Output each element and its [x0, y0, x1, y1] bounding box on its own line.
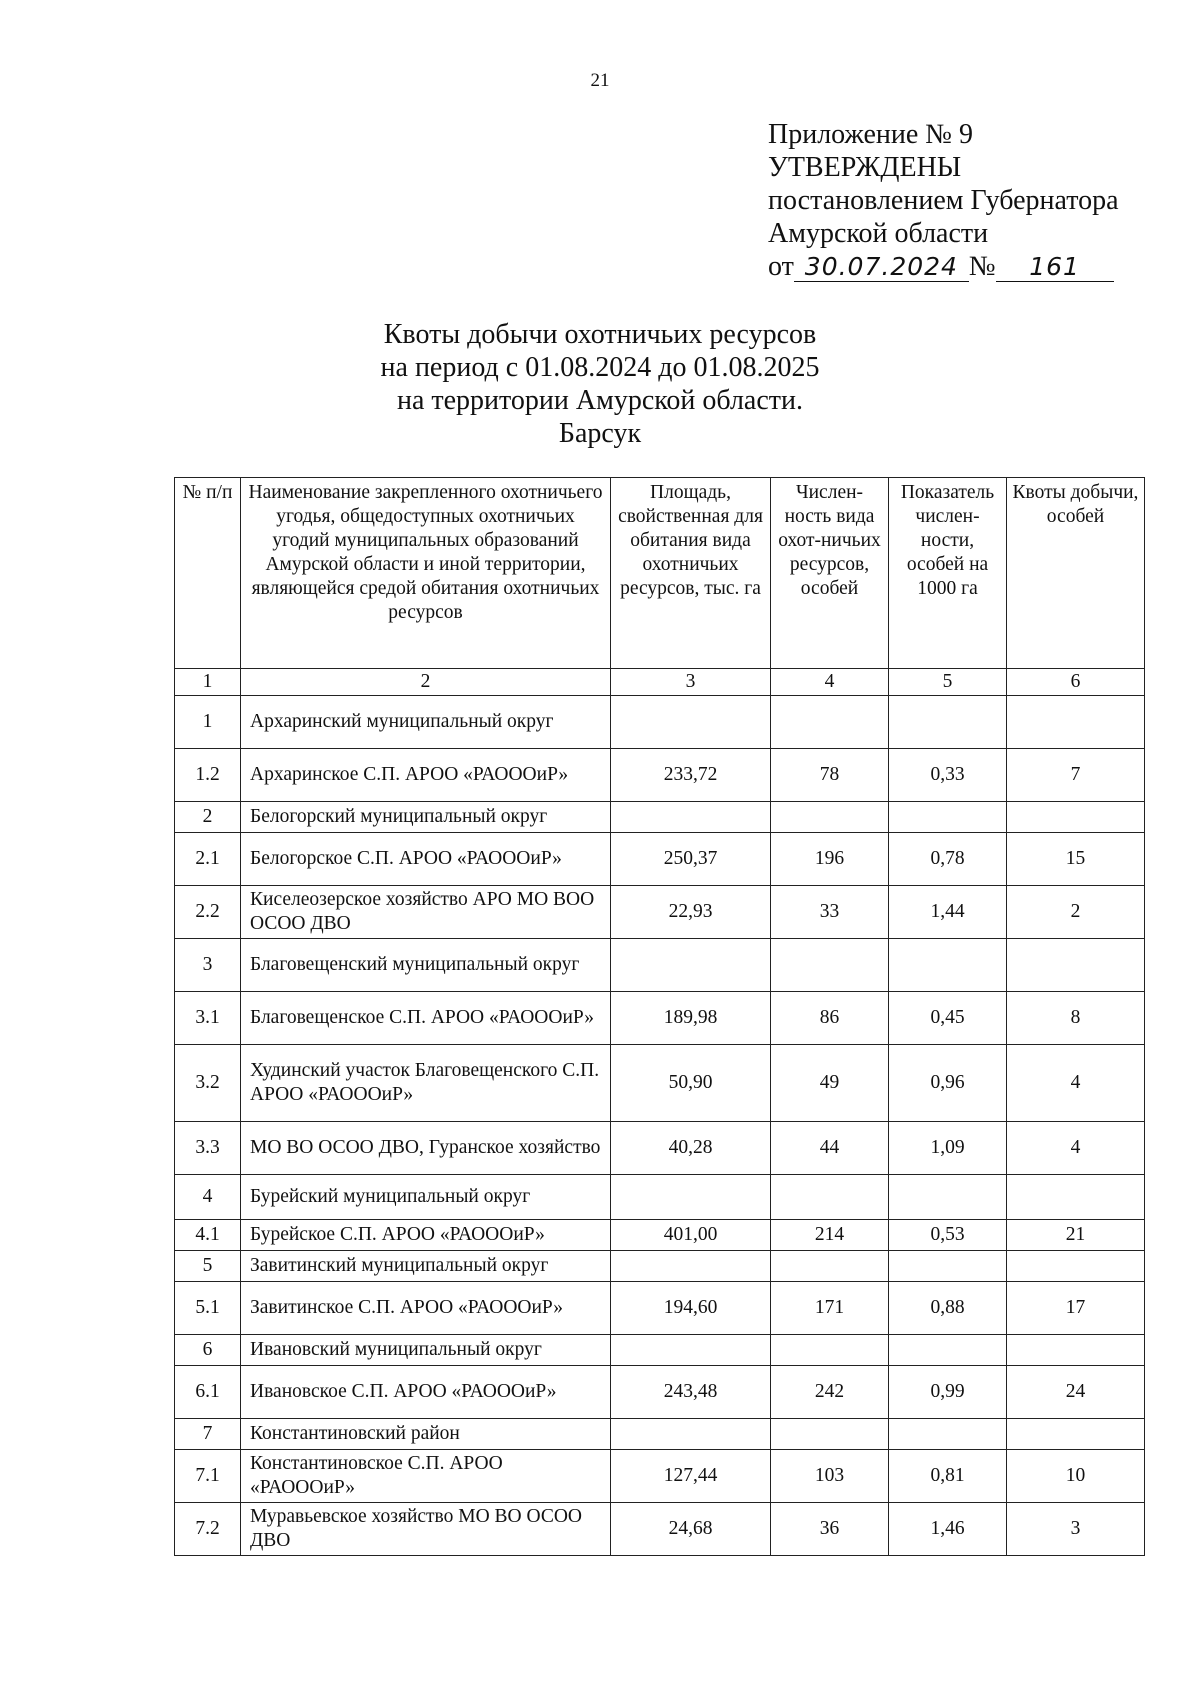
header-cell: Показатель числен-ности, особей на 1000 га: [889, 478, 1007, 669]
density: 0,96: [889, 1045, 1007, 1122]
table-header-row: [175, 478, 1145, 669]
area-name: Завитинский муниципальный округ: [241, 1251, 611, 1282]
area-size: 243,48: [611, 1366, 771, 1419]
document-title: [0, 318, 1200, 450]
population: 196: [771, 833, 889, 886]
column-number: 3: [611, 669, 771, 696]
quota: 21: [1007, 1220, 1145, 1251]
area-size: 250,37: [611, 833, 771, 886]
row-number: 2.1: [175, 833, 241, 886]
population: [771, 1419, 889, 1450]
density: [889, 802, 1007, 833]
area-size: 40,28: [611, 1122, 771, 1175]
area-size: [611, 696, 771, 749]
quota: 17: [1007, 1282, 1145, 1335]
density: 0,88: [889, 1282, 1007, 1335]
row-number: 7.2: [175, 1503, 241, 1556]
row-number: 1.2: [175, 749, 241, 802]
population: 171: [771, 1282, 889, 1335]
area-size: [611, 1419, 771, 1450]
region-label: Амурской области: [768, 218, 989, 249]
quota: [1007, 1251, 1145, 1282]
handwritten-number: 161: [996, 253, 1114, 282]
from-label: от: [768, 251, 794, 282]
row-number: 2.2: [175, 886, 241, 939]
area-name: Завитинское С.П. АРОО «РАОООиР»: [241, 1282, 611, 1335]
area-name: Ивановское С.П. АРОО «РАОООиР»: [241, 1366, 611, 1419]
area-name: Белогорский муниципальный округ: [241, 802, 611, 833]
population: 103: [771, 1450, 889, 1503]
area-name: Ивановский муниципальный округ: [241, 1335, 611, 1366]
row-number: 1: [175, 696, 241, 749]
decree-date-line: [768, 250, 1119, 283]
density: 0,45: [889, 992, 1007, 1045]
quota: [1007, 1419, 1145, 1450]
row-number: 6: [175, 1335, 241, 1366]
table-row: [175, 1450, 1145, 1503]
area-size: 189,98: [611, 992, 771, 1045]
area-size: 127,44: [611, 1450, 771, 1503]
quota: 2: [1007, 886, 1145, 939]
appendix-label: Приложение № 9: [768, 119, 973, 150]
approval-block: [768, 118, 1119, 283]
title-line-2: на период с 01.08.2024 до 01.08.2025: [380, 352, 820, 383]
quota: [1007, 1175, 1145, 1220]
title-line-3: на территории Амурской области.: [396, 385, 804, 416]
table-row: [175, 696, 1145, 749]
title-line-1: Квоты добычи охотничьих ресурсов: [383, 319, 817, 350]
density: 0,33: [889, 749, 1007, 802]
row-number: 7.1: [175, 1450, 241, 1503]
quota: 4: [1007, 1122, 1145, 1175]
header-cell: № п/п: [175, 478, 241, 669]
table-row: [175, 1220, 1145, 1251]
quota: 7: [1007, 749, 1145, 802]
population: 242: [771, 1366, 889, 1419]
quota-table: [174, 477, 1145, 1556]
area-name: Благовещенский муниципальный округ: [241, 939, 611, 992]
quota: 4: [1007, 1045, 1145, 1122]
column-number-row: [175, 669, 1145, 696]
table-row: [175, 1503, 1145, 1556]
row-number: 5: [175, 1251, 241, 1282]
row-number: 4.1: [175, 1220, 241, 1251]
population: 36: [771, 1503, 889, 1556]
area-size: [611, 939, 771, 992]
quota: 15: [1007, 833, 1145, 886]
population: 78: [771, 749, 889, 802]
quota: 3: [1007, 1503, 1145, 1556]
column-number: 4: [771, 669, 889, 696]
area-size: 401,00: [611, 1220, 771, 1251]
area-name: Архаринский муниципальный округ: [241, 696, 611, 749]
handwritten-date: 30.07.2024: [794, 253, 969, 282]
header-cell: Квоты добычи, особей: [1007, 478, 1145, 669]
population: [771, 939, 889, 992]
population: 33: [771, 886, 889, 939]
density: 0,99: [889, 1366, 1007, 1419]
table-row: [175, 1419, 1145, 1450]
area-size: [611, 802, 771, 833]
row-number: 5.1: [175, 1282, 241, 1335]
row-number: 3.2: [175, 1045, 241, 1122]
population: [771, 802, 889, 833]
header-cell: Площадь, свойственная для обитания вида охотничьих ресурсов, тыс. га: [611, 478, 771, 669]
table-row: [175, 886, 1145, 939]
table-row: [175, 992, 1145, 1045]
table-row: [175, 833, 1145, 886]
table-row: [175, 1282, 1145, 1335]
density: [889, 696, 1007, 749]
area-name: Худинский участок Благовещенского С.П. АРОО «РАОООиР»: [241, 1045, 611, 1122]
density: 0,78: [889, 833, 1007, 886]
area-name: Константиновское С.П. АРОО «РАОООиР»: [241, 1450, 611, 1503]
population: 49: [771, 1045, 889, 1122]
area-size: 233,72: [611, 749, 771, 802]
area-name: Белогорское С.П. АРОО «РАОООиР»: [241, 833, 611, 886]
population: [771, 696, 889, 749]
column-number: 1: [175, 669, 241, 696]
row-number: 3.1: [175, 992, 241, 1045]
quota: 8: [1007, 992, 1145, 1045]
area-size: 22,93: [611, 886, 771, 939]
density: [889, 939, 1007, 992]
row-number: 2: [175, 802, 241, 833]
page-number: 21: [590, 70, 610, 91]
area-name: Муравьевское хозяйство МО ВО ОСОО ДВО: [241, 1503, 611, 1556]
population: [771, 1251, 889, 1282]
density: 0,81: [889, 1450, 1007, 1503]
density: [889, 1175, 1007, 1220]
table-row: [175, 1366, 1145, 1419]
approved-label: УТВЕРЖДЕНЫ: [768, 152, 962, 183]
area-size: 24,68: [611, 1503, 771, 1556]
area-name: МО ВО ОСОО ДВО, Гуранское хозяйство: [241, 1122, 611, 1175]
header-cell: Наименование закрепленного охотничьего угодья, общедоступных охотничьих угодий муниципальных образований Амурской области и иной территории, являющейся средой обитания охотничьих ресурсов: [241, 478, 611, 669]
table-row: [175, 802, 1145, 833]
quota: [1007, 1335, 1145, 1366]
number-label: №: [968, 251, 996, 282]
row-number: 3.3: [175, 1122, 241, 1175]
area-size: 194,60: [611, 1282, 771, 1335]
title-line-4: Барсук: [558, 418, 642, 449]
area-name: Константиновский район: [241, 1419, 611, 1450]
density: 1,46: [889, 1503, 1007, 1556]
table-row: [175, 1122, 1145, 1175]
table-row: [175, 1251, 1145, 1282]
density: [889, 1419, 1007, 1450]
population: [771, 1175, 889, 1220]
column-number: 5: [889, 669, 1007, 696]
column-number: 6: [1007, 669, 1145, 696]
row-number: 4: [175, 1175, 241, 1220]
quota: [1007, 939, 1145, 992]
population: 86: [771, 992, 889, 1045]
area-name: Благовещенское С.П. АРОО «РАОООиР»: [241, 992, 611, 1045]
density: 1,09: [889, 1122, 1007, 1175]
table-row: [175, 1175, 1145, 1220]
quota: 10: [1007, 1450, 1145, 1503]
area-name: Киселеозерское хозяйство АРО МО ВОО ОСОО ДВО: [241, 886, 611, 939]
area-size: [611, 1175, 771, 1220]
row-number: 6.1: [175, 1366, 241, 1419]
density: [889, 1335, 1007, 1366]
table-row: [175, 1335, 1145, 1366]
area-size: [611, 1335, 771, 1366]
density: 0,53: [889, 1220, 1007, 1251]
density: 1,44: [889, 886, 1007, 939]
column-number: 2: [241, 669, 611, 696]
table-row: [175, 939, 1145, 992]
quota: [1007, 696, 1145, 749]
population: 214: [771, 1220, 889, 1251]
area-size: 50,90: [611, 1045, 771, 1122]
population: [771, 1335, 889, 1366]
area-name: Бурейский муниципальный округ: [241, 1175, 611, 1220]
area-name: Бурейское С.П. АРОО «РАОООиР»: [241, 1220, 611, 1251]
table-row: [175, 749, 1145, 802]
table-row: [175, 1045, 1145, 1122]
decree-label: постановлением Губернатора: [768, 185, 1119, 216]
quota: 24: [1007, 1366, 1145, 1419]
population: 44: [771, 1122, 889, 1175]
quota: [1007, 802, 1145, 833]
area-size: [611, 1251, 771, 1282]
header-cell: Числен-ность вида охот-ничьих ресурсов, особей: [771, 478, 889, 669]
density: [889, 1251, 1007, 1282]
area-name: Архаринское С.П. АРОО «РАОООиР»: [241, 749, 611, 802]
row-number: 3: [175, 939, 241, 992]
row-number: 7: [175, 1419, 241, 1450]
